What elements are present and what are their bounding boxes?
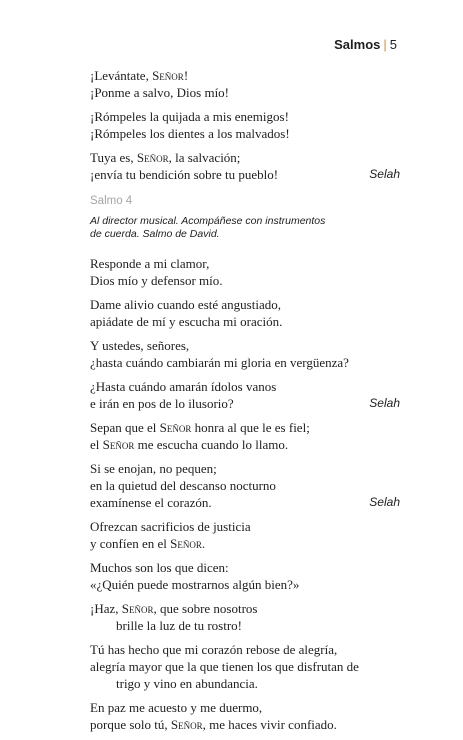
verse-line: apiádate de mí y escucha mi oración. bbox=[90, 314, 283, 329]
verse-line: ¿Hasta cuándo amarán ídolos vanos bbox=[90, 379, 277, 394]
psalm4-stanza-8 bbox=[90, 559, 400, 593]
verse-line: Si se enojan, no pequen; bbox=[90, 461, 217, 476]
verse-line: ¡Rómpeles los dientes a los malvados! bbox=[90, 126, 290, 141]
psalm4-stanza-3 bbox=[90, 337, 400, 371]
verse-line: alegría mayor que la que tienen los que disfrutan de bbox=[90, 659, 359, 674]
verse-line: Y ustedes, señores, bbox=[90, 338, 190, 353]
verse-line: trigo y vino en abundancia. bbox=[116, 676, 258, 691]
selah-marker: Selah bbox=[369, 396, 400, 410]
verse-line: Muchos son los que dicen: bbox=[90, 560, 229, 575]
verse-line: En paz me acuesto y me duermo, bbox=[90, 700, 263, 715]
psalm-text bbox=[90, 67, 400, 740]
selah-marker: Selah bbox=[369, 167, 400, 181]
psalm4-stanza-4 bbox=[90, 378, 400, 412]
psalm4-stanza-1 bbox=[90, 255, 400, 289]
psalm4-stanza-7 bbox=[90, 518, 400, 552]
verse-line: e irán en pos de lo ilusorio? bbox=[90, 396, 234, 411]
verse-line: ¡envía tu bendición sobre tu pueblo! bbox=[90, 167, 279, 182]
verse-line: ¡Ponme a salvo, Dios mío! bbox=[90, 85, 230, 100]
psalm3-stanza-1 bbox=[90, 67, 400, 101]
psalm3-stanza-2 bbox=[90, 108, 400, 142]
verse-line: ¡Haz, Señor, que sobre nosotros bbox=[90, 601, 258, 616]
verse-line: «¿Quién puede mostrarnos algún bien?» bbox=[90, 577, 300, 592]
psalm4-stanza-5 bbox=[90, 419, 400, 453]
verse-line: ¡Levántate, Señor! bbox=[90, 68, 189, 83]
verse-line: ¡Rómpeles la quijada a mis enemigos! bbox=[90, 109, 289, 124]
book-title: Salmos bbox=[334, 37, 381, 52]
verse-line: ¿hasta cuándo cambiarán mi gloria en vergüenza? bbox=[90, 355, 349, 370]
verse-line: en la quietud del descanso nocturno bbox=[90, 478, 276, 493]
verse-line: el Señor me escucha cuando lo llamo. bbox=[90, 437, 289, 452]
verse-line: examínense el corazón. bbox=[90, 495, 212, 510]
psalm4-stanza-6 bbox=[90, 460, 400, 511]
header-separator: | bbox=[383, 37, 387, 52]
psalm4-stanza-9 bbox=[90, 600, 400, 634]
verse-line: porque solo tú, Señor, me haces vivir confiado. bbox=[90, 717, 337, 732]
running-header bbox=[334, 37, 397, 53]
verse-line: Dios mío y defensor mío. bbox=[90, 273, 223, 288]
page-number: 5 bbox=[389, 37, 397, 52]
verse-line: Tuya es, Señor, la salvación; bbox=[90, 150, 241, 165]
psalm4-stanza-2 bbox=[90, 296, 400, 330]
psalm3-stanza-3 bbox=[90, 149, 400, 183]
verse-line: y confíen en el Señor. bbox=[90, 536, 206, 551]
verse-line: Tú has hecho que mi corazón rebose de alegría, bbox=[90, 642, 338, 657]
psalm-superscription: Al director musical. Acompáñese con instrumentos de cuerda. Salmo de David. bbox=[90, 215, 326, 240]
psalm4-stanza-11 bbox=[90, 699, 400, 733]
verse-line: Sepan que el Señor honra al que le es fiel; bbox=[90, 420, 310, 435]
verse-line: Ofrezcan sacrificios de justicia bbox=[90, 519, 251, 534]
psalm4-stanza-10 bbox=[90, 641, 400, 692]
psalm-heading: Salmo 4 bbox=[90, 195, 133, 207]
verse-line: Responde a mi clamor, bbox=[90, 256, 210, 271]
selah-marker: Selah bbox=[369, 495, 400, 509]
verse-line: Dame alivio cuando esté angustiado, bbox=[90, 297, 281, 312]
verse-line: brille la luz de tu rostro! bbox=[116, 618, 242, 633]
